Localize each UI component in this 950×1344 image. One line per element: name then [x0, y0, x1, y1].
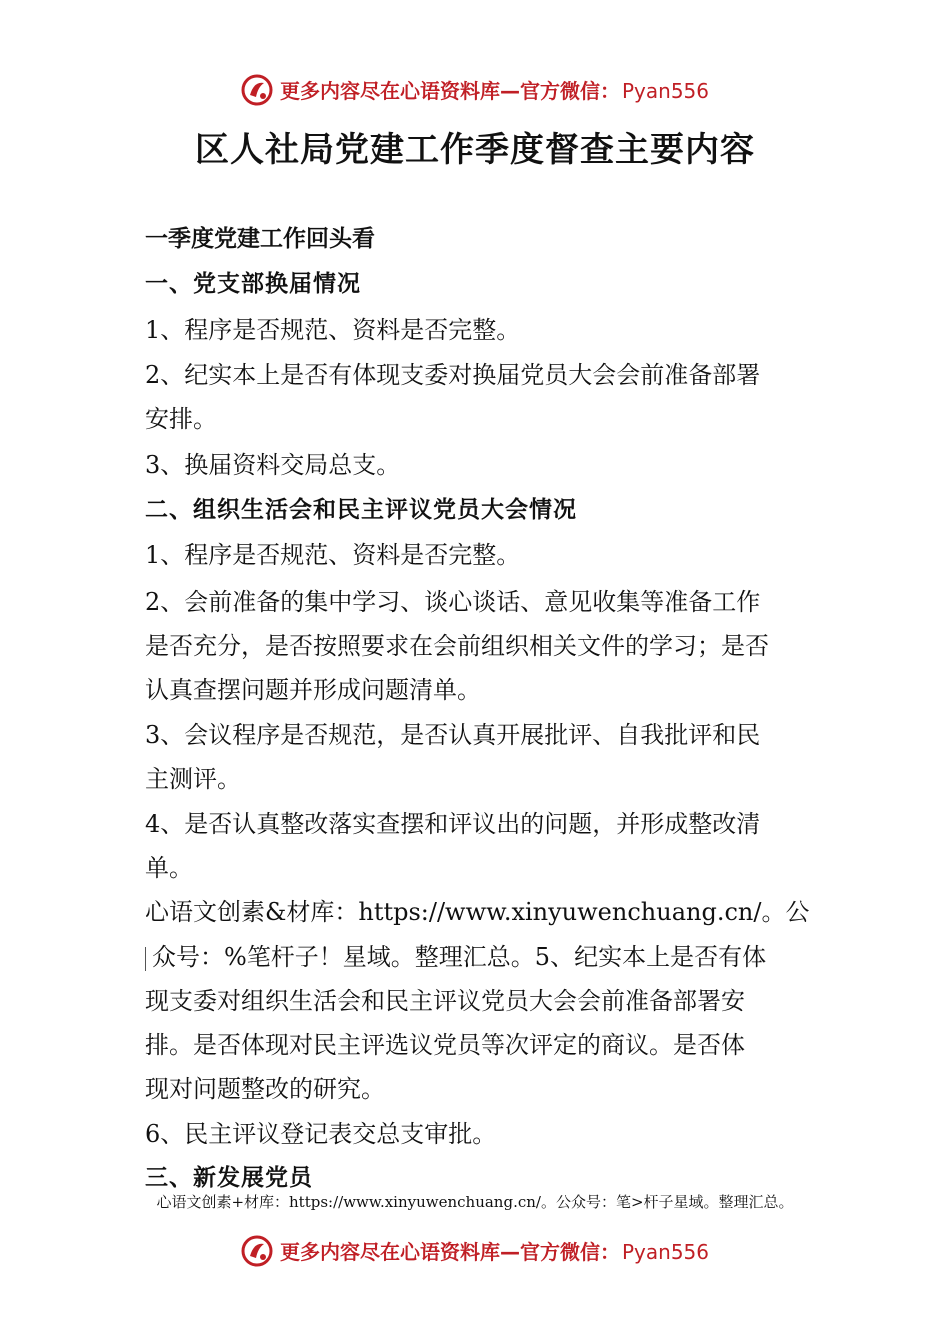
text-line: 主测评。	[145, 765, 241, 793]
text-line: 1、程序是否规范、资料是否完整。	[145, 316, 521, 344]
text-line: 心语文创素&材库：https://www.xinyuwenchuang.cn/。公	[145, 898, 810, 926]
logo-icon	[240, 1234, 274, 1268]
text-line: 2、会前准备的集中学习、谈心谈话、意见收集等准备工作	[145, 588, 761, 616]
text-line: 排。是否体现对民主评选议党员等次评定的商议。是否体	[145, 1031, 745, 1059]
text-line: 单。	[145, 854, 193, 882]
text-line: 认真查摆问题并形成问题清单。	[145, 676, 481, 704]
wechat-id: Pyan556	[622, 1240, 710, 1264]
watermark-banner-bottom	[0, 1232, 950, 1272]
text-line: 现对问题整改的研究。	[145, 1075, 385, 1103]
footer-note: 心语文创素+材库：https://www.xinyuwenchuang.cn/。公众号：笔>杆子星域。整理汇总。	[156, 1193, 794, 1211]
heading-2: 二、组织生活会和民主评议党员大会情况	[145, 496, 577, 523]
text-line: 6、民主评议登记表交总支审批。	[145, 1120, 497, 1148]
text-line: 是否充分，是否按照要求在会前组织相关文件的学习；是否	[145, 632, 769, 660]
logo-icon	[240, 73, 274, 107]
text-line: 现支委对组织生活会和民主评议党员大会会前准备部署安	[145, 987, 745, 1015]
section-title: 一季度党建工作回头看	[145, 226, 375, 252]
watermark-banner-top	[0, 71, 950, 111]
separator-bar	[145, 947, 146, 971]
heading-1: 一、党支部换届情况	[145, 270, 361, 297]
text-line: 安排。	[145, 405, 217, 433]
text-line: 2、纪实本上是否有体现支委对换届党员大会会前准备部署	[145, 361, 761, 389]
text-line-with-separator: 众号：%笔杆子！星域。整理汇总。5、纪实本上是否有体	[145, 937, 766, 977]
watermark-text: 更多内容尽在心语资料库—官方微信： Pyan556	[280, 1240, 710, 1264]
watermark-text: 更多内容尽在心语资料库—官方微信： Pyan556	[280, 79, 710, 103]
wechat-id: Pyan556	[622, 79, 710, 103]
page-title: 区人社局党建工作季度督查主要内容	[195, 130, 755, 170]
text-line: 4、是否认真整改落实查摆和评议出的问题，并形成整改清	[145, 810, 761, 838]
text-line: 3、换届资料交局总支。	[145, 451, 401, 479]
text-line: 1、程序是否规范、资料是否完整。	[145, 541, 521, 569]
text-line: 3、会议程序是否规范，是否认真开展批评、自我批评和民	[145, 721, 761, 749]
heading-3: 三、新发展党员	[145, 1164, 313, 1191]
